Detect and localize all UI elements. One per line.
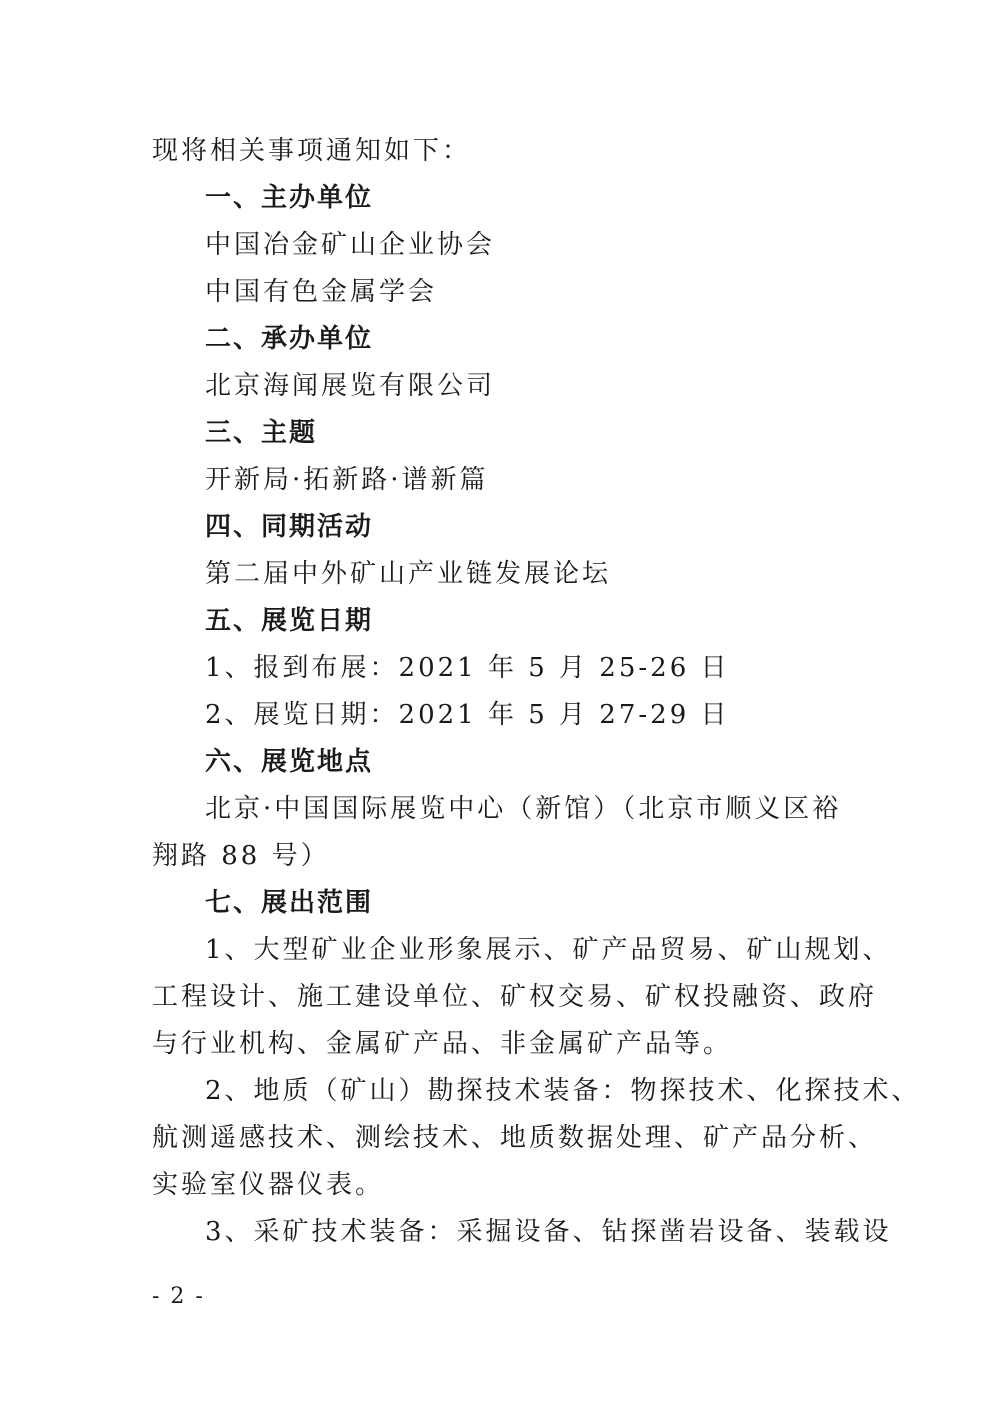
scope-line: 3、采矿技术装备：采掘设备、钻探凿岩设备、装载设 [205, 1217, 892, 1247]
section-heading-undertaker: 二、承办单位 [205, 324, 374, 354]
page-number: - 2 - [152, 1284, 205, 1309]
venue-line: 翔路 88 号） [152, 841, 330, 871]
scope-line: 工程设计、施工建设单位、矿权交易、矿权投融资、政府 [152, 982, 878, 1012]
date-line: 2、展览日期：2021 年 5 月 27-29 日 [205, 700, 730, 730]
section-heading-scope: 七、展出范围 [205, 888, 374, 918]
section-heading-concurrent-events: 四、同期活动 [205, 512, 374, 542]
organizer-line: 中国有色金属学会 [205, 277, 438, 307]
section-heading-theme: 三、主题 [205, 418, 318, 448]
section-heading-organizers: 一、主办单位 [205, 183, 374, 213]
scope-line: 实验室仪器仪表。 [152, 1170, 385, 1200]
scope-line: 1、大型矿业企业形象展示、矿产品贸易、矿山规划、 [205, 935, 892, 965]
scope-line: 2、地质（矿山）勘探技术装备：物探技术、化探技术、 [205, 1076, 921, 1106]
date-line: 1、报到布展：2021 年 5 月 25-26 日 [205, 653, 730, 683]
section-heading-dates: 五、展览日期 [205, 606, 374, 636]
concurrent-event-line: 第二届中外矿山产业链发展论坛 [205, 559, 612, 589]
section-heading-venue: 六、展览地点 [205, 747, 374, 777]
intro-text: 现将相关事项通知如下： [152, 136, 472, 166]
scope-line: 与行业机构、金属矿产品、非金属矿产品等。 [152, 1029, 733, 1059]
undertaker-line: 北京海闻展览有限公司 [205, 371, 496, 401]
venue-line: 北京·中国国际展览中心（新馆）（北京市顺义区裕 [205, 794, 842, 824]
organizer-line: 中国冶金矿山企业协会 [205, 230, 496, 260]
scope-line: 航测遥感技术、测绘技术、地质数据处理、矿产品分析、 [152, 1123, 878, 1153]
theme-line: 开新局·拓新路·谱新篇 [205, 465, 489, 495]
